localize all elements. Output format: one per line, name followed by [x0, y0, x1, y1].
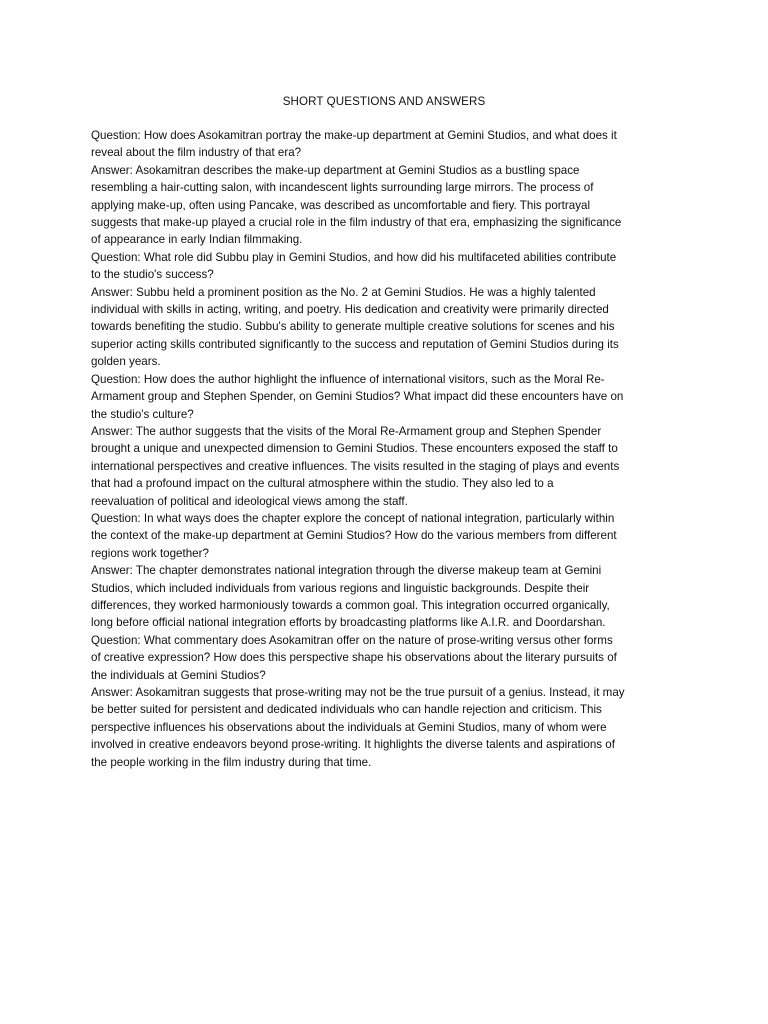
text-line: international perspectives and creative influences. The visits resulted in the staging of plays and events — [91, 459, 620, 473]
text-line: Question: What role did Subbu play in Gemini Studios, and how did his multifaceted abilities contribute — [91, 250, 617, 264]
text-line: Answer: Asokamitran describes the make-up department at Gemini Studios as a bustling space — [91, 163, 580, 177]
text-line: be better suited for persistent and dedicated individuals who can handle rejection and criticism. This — [91, 703, 602, 717]
text-line: long before official national integration efforts by broadcasting platforms like A.I.R. and Doordarshan. — [91, 616, 606, 630]
text-line: Question: What commentary does Asokamitran offer on the nature of prose-writing versus other forms — [91, 633, 613, 647]
text-line: of appearance in early Indian filmmaking. — [91, 233, 303, 247]
text-line: the context of the make-up department at Gemini Studios? How do the various members from different — [91, 529, 617, 543]
text-line: Answer: Asokamitran suggests that prose-writing may not be the true pursuit of a genius. Instead, it may — [91, 686, 625, 699]
text-line: Question: How does Asokamitran portray the make-up department at Gemini Studios, and what does it — [91, 129, 617, 142]
text-line: Answer: The chapter demonstrates national integration through the diverse makeup team at Gemini — [91, 564, 602, 578]
text-line: Question: In what ways does the chapter explore the concept of national integration, particularly within — [91, 511, 615, 525]
text-line: superior acting skills contributed significantly to the success and reputation of Gemini Studios during its — [91, 337, 619, 351]
text-line: reevaluation of political and ideological views among the staff. — [91, 494, 408, 508]
text-line: perspective influences his observations about the individuals at Gemini Studios, many of whom were — [91, 720, 607, 734]
text-line: Question: How does the author highlight the influence of international visitors, such as the Moral Re- — [91, 372, 605, 386]
text-line: the people working in the film industry during that time. — [91, 755, 372, 769]
text-line: that had a profound impact on the cultural atmosphere within the studio. They also led to a — [91, 477, 554, 491]
text-line: the studio's culture? — [91, 407, 194, 421]
text-line: individual with skills in acting, writing, and poetry. His dedication and creativity were primarily directed — [91, 303, 609, 317]
text-line: Armament group and Stephen Spender, on Gemini Studios? What impact did these encounters have on — [91, 390, 624, 404]
text-line: applying make-up, often using Pancake, was described as uncomfortable and fiery. This portrayal — [91, 198, 591, 212]
text-line: Studios, which included individuals from various regions and linguistic backgrounds. Despite their — [91, 581, 590, 595]
text-line: Answer: The author suggests that the visits of the Moral Re-Armament group and Stephen Spender — [91, 424, 602, 438]
text-line: resembling a hair-cutting salon, with incandescent lights surrounding large mirrors. The process of — [91, 181, 594, 195]
text-line: differences, they worked harmoniously towards a common goal. This integration occurred organically, — [91, 598, 610, 612]
text-line: to the studio's success? — [91, 268, 214, 282]
text-line: regions work together? — [91, 546, 209, 560]
text-line: golden years. — [91, 355, 161, 369]
page-title: SHORT QUESTIONS AND ANSWERS — [282, 95, 486, 108]
text-line: Answer: Subbu held a prominent position as the No. 2 at Gemini Studios. He was a highly talented — [91, 285, 596, 299]
document-body — [91, 127, 683, 771]
text-line: towards benefiting the studio. Subbu's ability to generate multiple creative solutions for scenes and his — [91, 320, 615, 334]
text-line: involved in creative endeavors beyond prose-writing. It highlights the diverse talents and aspirations of — [91, 738, 615, 752]
text-line: reveal about the film industry of that era? — [91, 146, 302, 160]
text-line: brought a unique and unexpected dimension to Gemini Studios. These encounters exposed the staff to — [91, 442, 618, 456]
text-line: suggests that make-up played a crucial role in the film industry of that era, emphasizing the significance — [91, 216, 622, 230]
text-line: the individuals at Gemini Studios? — [91, 668, 266, 682]
text-line: of creative expression? How does this perspective shape his observations about the literary pursuits of — [91, 651, 617, 665]
